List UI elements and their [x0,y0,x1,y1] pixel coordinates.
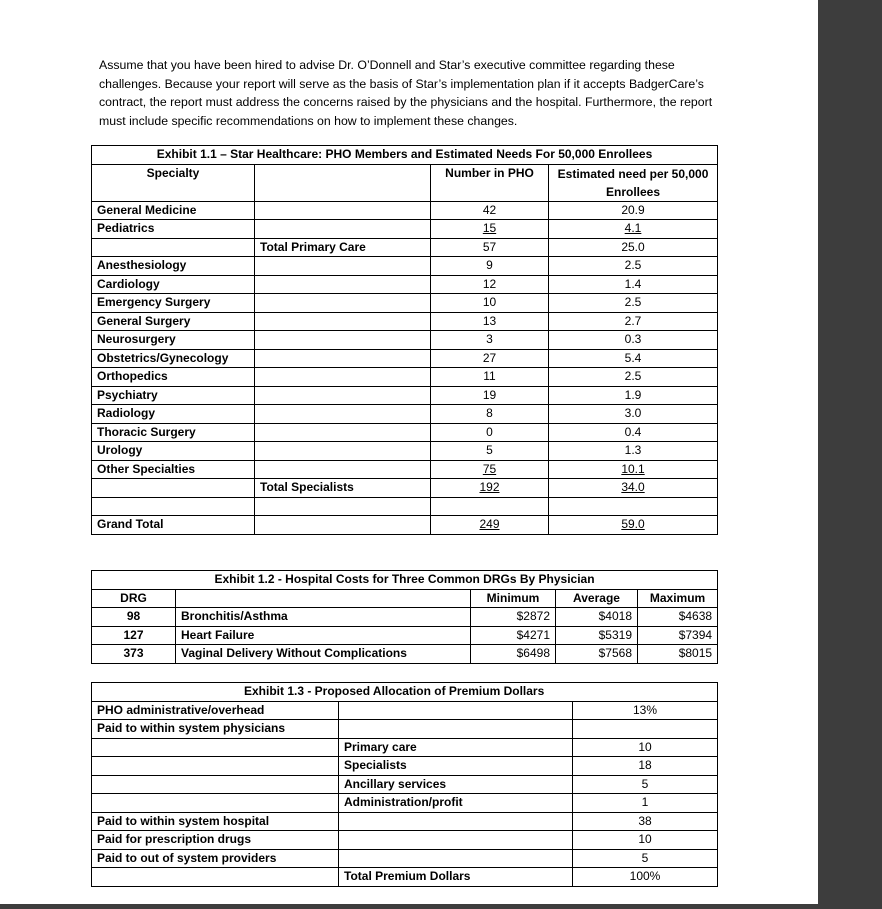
specialty-cell: Obstetrics/Gynecology [92,349,255,368]
exhibit-1-2-title: Exhibit 1.2 - Hospital Costs for Three Common DRGs By Physician [92,571,718,590]
specialty-cell: Other Specialties [92,460,255,479]
allocation-value-cell: 13% [573,701,718,720]
subtotal-label-cell [255,257,431,276]
subtotal-label-cell [255,201,431,220]
specialty-cell: Neurosurgery [92,331,255,350]
allocation-subitem-cell: Administration/profit [339,794,573,813]
drg-cell: 127 [92,626,176,645]
allocation-value-cell [573,720,718,739]
specialty-cell [92,479,255,498]
viewer-side-panel [818,0,882,909]
exhibit-1-3-table [91,682,718,887]
subtotal-label-cell [255,220,431,239]
specialty-cell: Urology [92,442,255,461]
header-blank [255,164,431,201]
table-row [92,626,718,645]
specialty-cell: Cardiology [92,275,255,294]
table-row [92,794,718,813]
allocation-item-cell [92,775,339,794]
number-in-pho-cell: 8 [431,405,549,424]
estimated-need-cell: 2.5 [549,368,718,387]
table-row [92,201,718,220]
number-in-pho-cell: 5 [431,442,549,461]
number-in-pho-cell: 9 [431,257,549,276]
table-row [92,868,718,887]
subtotal-label-cell [255,460,431,479]
specialty-cell: Emergency Surgery [92,294,255,313]
number-in-pho-cell: 57 [431,238,549,257]
number-in-pho-cell: 0 [431,423,549,442]
table-row [92,442,718,461]
table-row [92,312,718,331]
table-row [92,831,718,850]
allocation-item-cell: Paid to within system hospital [92,812,339,831]
estimated-need-cell: 4.1 [549,220,718,239]
subtotal-label-cell [255,294,431,313]
allocation-item-cell: Paid to out of system providers [92,849,339,868]
allocation-subitem-cell [339,812,573,831]
allocation-value-cell: 18 [573,757,718,776]
header-maximum: Maximum [638,589,718,608]
estimated-need-cell: 0.3 [549,331,718,350]
minimum-cell: $6498 [471,645,556,664]
allocation-value-cell: 1 [573,794,718,813]
subtotal-label-cell: Total Primary Care [255,238,431,257]
maximum-cell: $4638 [638,608,718,627]
allocation-subitem-cell [339,831,573,850]
allocation-item-cell [92,868,339,887]
estimated-need-cell: 0.4 [549,423,718,442]
number-in-pho-cell: 27 [431,349,549,368]
number-in-pho-cell: 192 [431,479,549,498]
header-drg: DRG [92,589,176,608]
number-in-pho-cell: 12 [431,275,549,294]
drg-name-cell: Heart Failure [176,626,471,645]
estimated-need-cell: 5.4 [549,349,718,368]
allocation-subitem-cell [339,720,573,739]
estimated-need-cell: 34.0 [549,479,718,498]
allocation-item-cell [92,794,339,813]
allocation-item-cell: Paid for prescription drugs [92,831,339,850]
table-row [92,516,718,535]
estimated-need-cell [549,497,718,516]
number-in-pho-cell: 249 [431,516,549,535]
specialty-cell: Grand Total [92,516,255,535]
subtotal-label-cell [255,312,431,331]
allocation-item-cell [92,738,339,757]
header-estimated-need: Estimated need per 50,000 Enrollees [549,164,718,201]
allocation-value-cell: 5 [573,849,718,868]
header-specialty: Specialty [92,164,255,201]
header-blank [176,589,471,608]
specialty-cell [92,238,255,257]
number-in-pho-cell: 42 [431,201,549,220]
number-in-pho-cell: 13 [431,312,549,331]
table-row [92,701,718,720]
estimated-need-cell: 1.3 [549,442,718,461]
table-row [92,720,718,739]
subtotal-label-cell [255,368,431,387]
exhibit-1-1-title: Exhibit 1.1 – Star Healthcare: PHO Members and Estimated Needs For 50,000 Enrollees [92,146,718,165]
table-row [92,220,718,239]
allocation-value-cell: 100% [573,868,718,887]
table-row [92,331,718,350]
table-row [92,608,718,627]
average-cell: $4018 [556,608,638,627]
drg-cell: 98 [92,608,176,627]
allocation-value-cell: 5 [573,775,718,794]
allocation-subitem-cell [339,849,573,868]
estimated-need-cell: 25.0 [549,238,718,257]
specialty-cell: Radiology [92,405,255,424]
exhibit-1-2-table [91,570,718,664]
maximum-cell: $7394 [638,626,718,645]
table-row [92,849,718,868]
subtotal-label-cell [255,516,431,535]
maximum-cell: $8015 [638,645,718,664]
minimum-cell: $2872 [471,608,556,627]
table-row [92,349,718,368]
estimated-need-cell: 2.5 [549,294,718,313]
estimated-need-cell: 1.9 [549,386,718,405]
subtotal-label-cell [255,497,431,516]
estimated-need-cell: 20.9 [549,201,718,220]
table-row [92,238,718,257]
allocation-subitem-cell: Total Premium Dollars [339,868,573,887]
table-row [92,757,718,776]
subtotal-label-cell [255,386,431,405]
subtotal-label-cell [255,349,431,368]
table-row [92,645,718,664]
allocation-value-cell: 10 [573,738,718,757]
table-row [92,812,718,831]
drg-cell: 373 [92,645,176,664]
allocation-subitem-cell: Specialists [339,757,573,776]
estimated-need-cell: 59.0 [549,516,718,535]
allocation-item-cell: PHO administrative/overhead [92,701,339,720]
number-in-pho-cell: 3 [431,331,549,350]
viewer-bottom-bar [0,904,882,909]
table-row [92,368,718,387]
number-in-pho-cell: 15 [431,220,549,239]
allocation-subitem-cell [339,701,573,720]
number-in-pho-cell: 19 [431,386,549,405]
allocation-subitem-cell: Ancillary services [339,775,573,794]
allocation-item-cell: Paid to within system physicians [92,720,339,739]
average-cell: $5319 [556,626,638,645]
allocation-value-cell: 10 [573,831,718,850]
header-minimum: Minimum [471,589,556,608]
average-cell: $7568 [556,645,638,664]
estimated-need-cell: 3.0 [549,405,718,424]
allocation-value-cell: 38 [573,812,718,831]
subtotal-label-cell [255,275,431,294]
table-row [92,460,718,479]
estimated-need-cell: 2.5 [549,257,718,276]
subtotal-label-cell [255,331,431,350]
number-in-pho-cell [431,497,549,516]
specialty-cell: Anesthesiology [92,257,255,276]
table-row [92,775,718,794]
header-number-in-pho: Number in PHO [431,164,549,201]
table-row [92,497,718,516]
intro-paragraph: Assume that you have been hired to advise Dr. O’Donnell and Star’s executive committee regarding these challenges. Because your report will serve as the basis of Star’s implementation plan if it accepts BadgerCare’s contract, the report must address the concerns raised by the physicians and the hospital. Furthermore, the report must include specific recommendations on how to implement these changes. [99,58,713,128]
subtotal-label-cell [255,442,431,461]
estimated-need-cell: 1.4 [549,275,718,294]
drg-name-cell: Bronchitis/Asthma [176,608,471,627]
table-row [92,275,718,294]
subtotal-label-cell [255,423,431,442]
table-row [92,405,718,424]
number-in-pho-cell: 75 [431,460,549,479]
estimated-need-cell: 2.7 [549,312,718,331]
specialty-cell: Orthopedics [92,368,255,387]
allocation-item-cell [92,757,339,776]
subtotal-label-cell: Total Specialists [255,479,431,498]
exhibit-1-1-table [91,145,718,535]
specialty-cell: Pediatrics [92,220,255,239]
subtotal-label-cell [255,405,431,424]
table-row [92,479,718,498]
header-average: Average [556,589,638,608]
exhibit-1-3-title: Exhibit 1.3 - Proposed Allocation of Premium Dollars [92,683,718,702]
table-row [92,386,718,405]
specialty-cell: General Surgery [92,312,255,331]
allocation-subitem-cell: Primary care [339,738,573,757]
number-in-pho-cell: 11 [431,368,549,387]
number-in-pho-cell: 10 [431,294,549,313]
table-row [92,423,718,442]
table-row [92,738,718,757]
specialty-cell: General Medicine [92,201,255,220]
minimum-cell: $4271 [471,626,556,645]
specialty-cell [92,497,255,516]
estimated-need-cell: 10.1 [549,460,718,479]
drg-name-cell: Vaginal Delivery Without Complications [176,645,471,664]
table-row [92,257,718,276]
specialty-cell: Psychiatry [92,386,255,405]
table-row [92,294,718,313]
specialty-cell: Thoracic Surgery [92,423,255,442]
